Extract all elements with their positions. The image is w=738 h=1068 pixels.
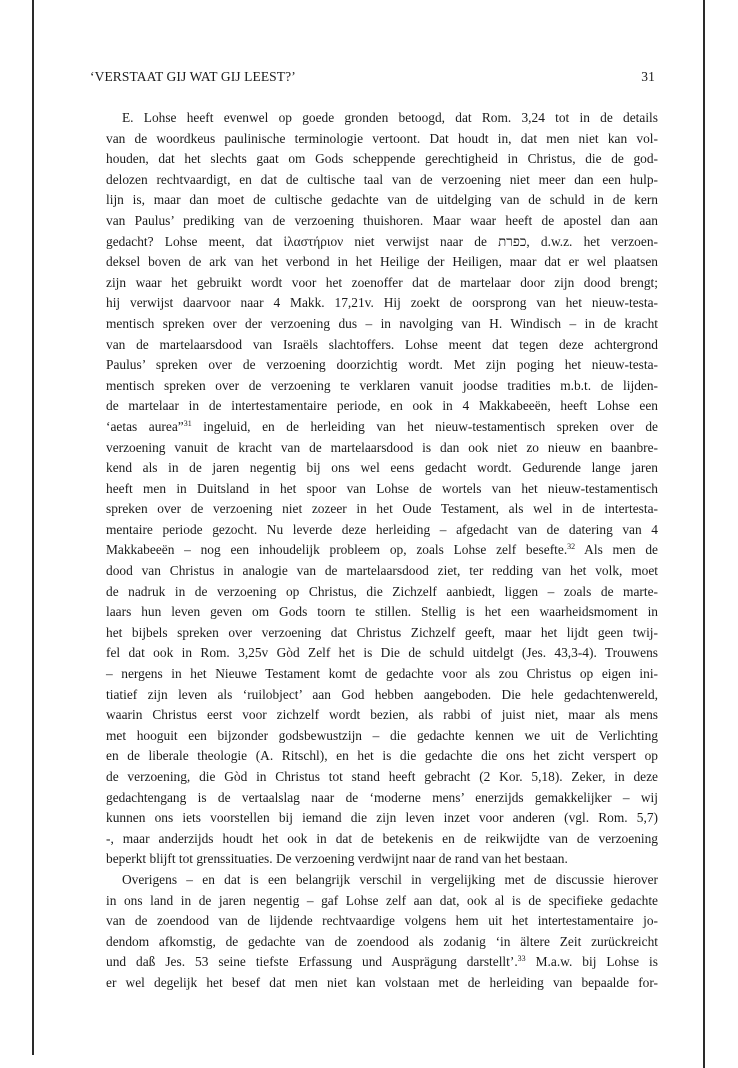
- text-line: beperkt blijft tot grenssituaties. De verzoening verdwijnt naar de rand van het bestaan.: [106, 851, 568, 867]
- text-line: tiatief zijn leven als ‘ruilobject’ aan God hebben aangeboden. Die hele gedachtenwereld,: [106, 686, 658, 702]
- text-line: lijn is, maar dan moet de cultische gedachte van de uitdelging van de schuld in de kern: [106, 192, 658, 208]
- text-line: hij verwijst daarvoor naar 4 Makk. 17,21v. Hij zoekt de oorsprong van het nieuw-testa-: [106, 295, 658, 311]
- text-line: Overigens – en dat is een belangrijk verschil in vergelijking met de discussie hierover: [122, 871, 658, 887]
- text-line: [90, 540, 658, 561]
- text-line: E. Lohse heeft evenwel op goede gronden betoogd, dat Rom. 3,24 tot in de details: [122, 110, 658, 125]
- text-line: de verzoening, die Gòd in Christus tot stand heeft gebracht (2 Kor. 5,18). Zeker, in deze: [106, 769, 658, 784]
- text-line: gedacht? Lohse meent, dat ἱλαστήριον niet verwijst naar de כפרת, d.w.z. het verzoen-: [106, 233, 658, 249]
- text-line: van Paulus’ prediking van de verzoening thuishoren. Maar waar heeft de apostel dan aan: [106, 212, 658, 228]
- text-fragment: ‘aetas aurea”: [106, 418, 184, 434]
- text-line: laars hun leven geven om Gods toorn te stillen. Stellig is het een waarheidsmoment in: [106, 604, 658, 620]
- text-line: fel dat ook in Rom. 3,25v Gòd Zelf het is Die de schuld uitdelgt (Jes. 43,3-4). Trouwens: [106, 645, 658, 661]
- text-line: in ons land in de jaren negentig – gaf Lohse zelf aan dat, ook al is de specifieke gedachte: [106, 892, 658, 908]
- text-line: [90, 952, 658, 973]
- right-page-edge: [703, 0, 705, 1068]
- text-line: zijn waar het gebruikt wordt voor het zoenoffer dat de martelaar door zijn dood brengt;: [106, 274, 658, 290]
- text-line: de nadruk in de verzoening op Christus, die Zichzelf aanbiedt, liggen – zoals de marte-: [106, 583, 658, 599]
- page-number: 31: [641, 69, 655, 84]
- text-line: verzoening vanuit de kracht van de martelaarsdood is dan ook niet zo nieuw en baanbre-: [106, 439, 658, 455]
- left-page-edge: [32, 0, 34, 1055]
- text-line: Paulus’ spreken over de verzoening doorzichtig wordt. Met zijn poging het nieuw-testa-: [106, 357, 658, 373]
- text-line: -, maar anderzijds houdt het ook in dat de betekenis en de reikwijdte van de verzoening: [106, 830, 658, 846]
- text-line: – nergens in het Nieuwe Testament komt de gedachte voor als zou Christus op eigen ini-: [106, 666, 658, 682]
- text-line: dood van Christus in analogie van de martelaarsdood ziet, ter redding van het volk, moet: [106, 563, 658, 579]
- text-line: het bijbels spreken over verzoening dat Christus Zichzelf geeft, maar het lijdt geen twij-: [106, 624, 658, 640]
- text-line: met hooguit een bijzonder godsbewustzijn – die gedachte kennen we uit de Verlichting: [106, 727, 658, 743]
- text-line: kend als in de jaren negentig bij ons wel eens gedacht wordt. Gedurende lange jaren: [106, 460, 658, 476]
- text-line: mentisch spreken over der verzoening dus – in navolging van H. Windisch – in de kracht: [106, 315, 658, 331]
- text-line: [90, 417, 658, 438]
- text-line: en de liberale theologie (A. Ritschl), en het is die gedachte die ons het zicht verspert op: [106, 748, 658, 764]
- text-fragment: Als men de: [575, 542, 658, 558]
- text-line: kunnen ons iets voorstellen bij iemand die zijn leven inzet voor anderen (vgl. Rom. 5,7): [106, 810, 658, 826]
- text-line: spreken over de verzoening niet zozeer in het Oude Testament, als wel in de intertesta-: [106, 501, 658, 517]
- text-line: gedachtengang is de vertaalslag naar de ‘moderne mens’ enerzijds gemakkelijker – wij: [106, 789, 658, 805]
- text-line: dendom afkomstig, de gedachte van de zoendood als zodanig ‘in ältere Zeit zurückreicht: [106, 933, 658, 949]
- text-fragment: und daß Jes. 53 seine tiefste Erfassung und Ausprägung darstellt’.: [106, 954, 518, 970]
- text-line: waarin Christus eerst voor zichzelf wordt bezien, als rabbi of juist niet, maar als mens: [106, 707, 658, 723]
- text-line: er wel degelijk het besef dat men niet kan volstaan met de herleiding van bepaalde for-: [106, 974, 658, 990]
- text-line: deksel boven de ark van het verbond in het Heilige der Heiligen, maar dat er wel plaatsen: [106, 254, 658, 270]
- paragraph-overigens: [90, 870, 658, 994]
- paragraph-lohse: [90, 108, 658, 870]
- text-line: mentaire periode gezocht. Nu leverde deze herleiding – afgedacht van de datering van 4: [106, 521, 658, 537]
- footnote-ref-32[interactable]: 32: [567, 542, 576, 552]
- text-line: houden, dat het slechts gaat om Gods scheppende gerechtigheid in Christus, die de god-: [106, 151, 658, 167]
- text-line: van de martelaarsdood van Israëls slachtoffers. Lohse meent dat tegen deze achtergrond: [106, 336, 658, 352]
- text-line: de martelaar in de intertestamentaire periode, en ook in 4 Makkabeeën, heeft Lohse een: [106, 398, 658, 414]
- text-line: mentisch spreken over de verzoening te verklaren vanuit joodse tradities m.b.t. de lijden-: [106, 377, 658, 393]
- footnote-ref-33[interactable]: 33: [517, 954, 526, 964]
- text-line: delozen rechtvaardigt, en dat de cultische taal van de verzoening niet meer dan een hulp-: [106, 171, 658, 187]
- text-fragment: M.a.w. bij Lohse is: [525, 954, 658, 970]
- text-line: heeft men in Duitsland in het spoor van Lohse de wortels van het nieuw-testamentisch: [106, 480, 658, 496]
- text-line: van de zoendood van de lijdende rechtvaardige volgens hem uit het intertestamentaire jo-: [106, 913, 658, 929]
- body-text: [90, 108, 658, 994]
- running-title: ‘VERSTAAT GIJ WAT GIJ LEEST?’: [90, 69, 296, 84]
- text-fragment: ingeluid, en de herleiding van het nieuw-testamentisch spreken over de: [191, 418, 658, 434]
- footnote-ref-31[interactable]: 31: [183, 418, 192, 428]
- text-fragment: Makkabeeën – nog een inhoudelijk probleem op, zoals Lohse zelf besefte.: [106, 542, 568, 558]
- text-line: van de woordkeus paulinische terminologie vertoont. Dat houdt in, dat men niet kan vol-: [106, 130, 658, 146]
